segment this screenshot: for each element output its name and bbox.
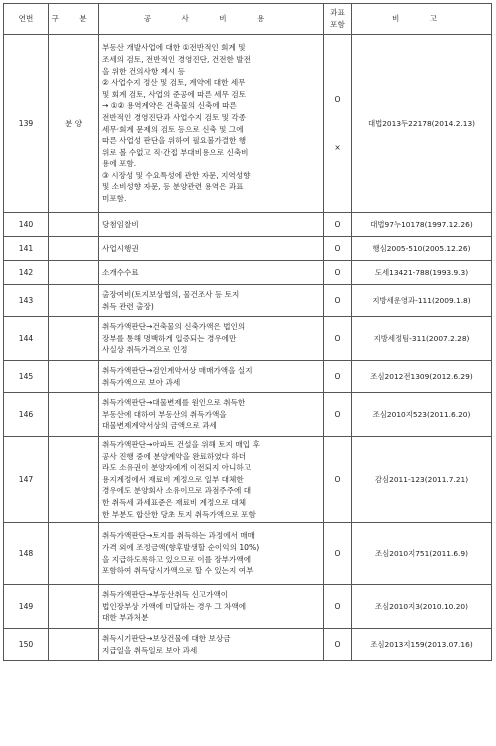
- row-category: [49, 393, 99, 437]
- table-row-150: [4, 629, 492, 661]
- row-description: [99, 213, 324, 237]
- row-tax-base: O: [324, 393, 352, 437]
- row-category: [49, 523, 99, 585]
- description-line: 따른 사업성 판단을 위하여 필요불가결한 행: [102, 136, 247, 146]
- row-num: 141: [4, 237, 49, 261]
- row-note: 조심2010지523(2011.6.20): [352, 393, 492, 437]
- row-tax-base: [324, 35, 352, 213]
- description-line: 경우에도 분양회사 소유이므로 과점주주에 대: [102, 486, 252, 496]
- row-category: [49, 585, 99, 629]
- table-row-139: [4, 35, 492, 213]
- header-num: 연번: [4, 4, 49, 35]
- tax-base-exclude-mark: ×: [334, 142, 341, 152]
- row-tax-base: O: [324, 237, 352, 261]
- description-line: 부동산 개발사업에 대한 ①전반적인 회계 및: [102, 43, 246, 53]
- description-line: ③ 시장성 및 수요특성에 관한 자문, 지역성향: [102, 170, 251, 180]
- description-line: 을 지급하도록하고 있으므로 이를 장부가액에: [102, 554, 252, 564]
- description-line: 및 소비성향 자문, 등 분양관련 용역은 과표: [102, 182, 244, 192]
- row-num: 150: [4, 629, 49, 661]
- description-line: 취득가액판단→부동산취득 신고가액이: [102, 590, 229, 600]
- description-line: 취득가액으로 보아 과세: [102, 377, 181, 387]
- row-num: 145: [4, 361, 49, 393]
- row-description: [99, 261, 324, 285]
- description-line: 부동산에 대하여 부동산의 취득가액을: [102, 409, 227, 419]
- header-category: 구 분: [49, 4, 99, 35]
- row-description: [99, 437, 324, 523]
- row-tax-base: O: [324, 213, 352, 237]
- table-row-144: [4, 317, 492, 361]
- tax-base-mark: O: [334, 94, 341, 104]
- row-note: 조심2012전1309(2012.6.29): [352, 361, 492, 393]
- row-num: 146: [4, 393, 49, 437]
- header-row: [4, 4, 492, 35]
- table-row-145: [4, 361, 492, 393]
- row-tax-base: O: [324, 437, 352, 523]
- row-description: [99, 35, 324, 213]
- description-line: 취득시기판단→보상건물에 대한 보상금: [102, 634, 231, 644]
- row-category: [49, 361, 99, 393]
- description-line: 용에 포함.: [102, 159, 137, 169]
- description-line: 장부를 통해 명백하게 입증되는 경우에만: [102, 333, 237, 343]
- row-category: 분 양: [49, 35, 99, 213]
- row-num: 139: [4, 35, 49, 213]
- table-row-148: [4, 523, 492, 585]
- row-tax-base: O: [324, 261, 352, 285]
- row-note: 조심2013지159(2013.07.16): [352, 629, 492, 661]
- cost-table: [3, 3, 492, 661]
- description-line: 및 회계 검토, 사업의 준공에 따른 세무 검토: [102, 89, 247, 99]
- description-line: 취득가액판단→대물변제를 원인으로 취득한: [102, 398, 246, 408]
- row-description: [99, 629, 324, 661]
- description-line: 출장여비(토지보상협의, 물건조사 등 토지: [102, 289, 240, 299]
- table-row-141: [4, 237, 492, 261]
- row-description: [99, 361, 324, 393]
- description-line: 취득가액판단→토지를 취득하는 과정에서 매매: [102, 531, 255, 541]
- row-num: 148: [4, 523, 49, 585]
- description-line: 대물변제계약서상의 금액으로 과세: [102, 421, 217, 431]
- description-line: 라도 소유권이 분양자에게 이전되지 아니하고: [102, 463, 252, 473]
- row-category: [49, 213, 99, 237]
- row-note: 행심2005-510(2005.12.26): [352, 237, 492, 261]
- row-num: 142: [4, 261, 49, 285]
- description-line: 세무·회계 문제의 검토 등으로 신축 및 그에: [102, 124, 244, 134]
- description-line: 소개수수료: [102, 267, 139, 277]
- header-tax-base: [324, 4, 352, 35]
- description-line: 당첨임찰비: [102, 219, 139, 229]
- row-description: [99, 523, 324, 585]
- description-line: 지급일을 취득일로 보아 과세: [102, 645, 198, 655]
- row-num: 143: [4, 285, 49, 317]
- description-line: 취득가액판단→건축물의 신축가액은 법인의: [102, 322, 246, 332]
- description-line: 포함하여 취득당시가액으로 할 수 있는지 여부: [102, 566, 254, 576]
- table-row-146: [4, 393, 492, 437]
- row-tax-base: O: [324, 523, 352, 585]
- description-line: 취득 관련 출장): [102, 301, 154, 311]
- row-note: 도세13421-788(1993.9.3): [352, 261, 492, 285]
- row-description: [99, 317, 324, 361]
- table-row-140: [4, 213, 492, 237]
- row-num: 149: [4, 585, 49, 629]
- description-line: 취득가액판단→아파트 건설을 위해 토지 매입 후: [102, 440, 260, 449]
- header-note: 비 고: [352, 4, 492, 35]
- description-line: 공사 진행 중에 분양계약을 완료하였다 하더: [102, 451, 247, 461]
- row-note: 대법2013두22178(2014.2.13): [352, 35, 492, 213]
- row-category: [49, 629, 99, 661]
- row-note: 조심2010지3(2010.10.20): [352, 585, 492, 629]
- row-category: [49, 317, 99, 361]
- description-line: 전반적인 경영진단과 사업수지 검토 및 각종: [102, 112, 247, 122]
- row-category: [49, 237, 99, 261]
- row-note: 지방세정팀-311(2007.2.28): [352, 317, 492, 361]
- row-description: [99, 585, 324, 629]
- row-note: 지방세운영과-111(2009.1.8): [352, 285, 492, 317]
- row-tax-base: O: [324, 629, 352, 661]
- row-tax-base: O: [324, 317, 352, 361]
- description-line: 용지계정에서 재료비 계정으로 일부 대체한: [102, 474, 244, 484]
- row-category: [49, 437, 99, 523]
- description-line: 가격 외에 조정금액(향후발생할 순이익의 10%): [102, 543, 260, 553]
- row-category: [49, 261, 99, 285]
- description-line: 사실상 취득가격으로 인정: [102, 345, 188, 355]
- description-line: → ①② 용역계약은 건축물의 신축에 따른: [102, 101, 237, 111]
- row-tax-base: O: [324, 585, 352, 629]
- row-note: 대법97누10178(1997.12.26): [352, 213, 492, 237]
- table-row-142: [4, 261, 492, 285]
- description-line: 한 부분도 합산한 당초 토지 취득가액으로 포함: [102, 509, 256, 519]
- description-line: 조세의 검토, 전반적인 경영진단, 건전한 발전: [102, 54, 251, 64]
- description-line: 위로 볼 수없고 직·간접 부대비용으로 신축비: [102, 147, 249, 157]
- row-tax-base: O: [324, 285, 352, 317]
- header-tax-base-line1: 과표: [330, 8, 345, 18]
- row-description: [99, 285, 324, 317]
- description-line: 법인장부상 가액에 미달하는 경우 그 차액에: [102, 601, 247, 611]
- row-note: 조심2010지751(2011.6.9): [352, 523, 492, 585]
- header-cost: 공 사 비 용: [99, 4, 324, 35]
- description-line: 사업시행권: [102, 243, 139, 253]
- description-line: 취득가액판단→검인계약서상 매매가액을 실지: [102, 365, 253, 375]
- table-row-149: [4, 585, 492, 629]
- row-description: [99, 237, 324, 261]
- header-tax-base-line2: 포함: [330, 20, 345, 29]
- row-category: [49, 285, 99, 317]
- row-num: 140: [4, 213, 49, 237]
- description-line: ② 사업수지 정산 및 검토, 계약에 대한 세무: [102, 78, 246, 88]
- description-line: 을 위한 건의사항 제시 등: [102, 66, 186, 76]
- row-note: 감심2011-123(2011.7.21): [352, 437, 492, 523]
- table-row-143: [4, 285, 492, 317]
- description-line: 미포함.: [102, 194, 127, 204]
- row-description: [99, 393, 324, 437]
- description-line: 대한 부과처분: [102, 613, 149, 623]
- table-row-147: [4, 437, 492, 523]
- row-num: 144: [4, 317, 49, 361]
- row-num: 147: [4, 437, 49, 523]
- row-tax-base: O: [324, 361, 352, 393]
- description-line: 한 취득세 과세표준은 재료비 계정으로 대체: [102, 497, 247, 507]
